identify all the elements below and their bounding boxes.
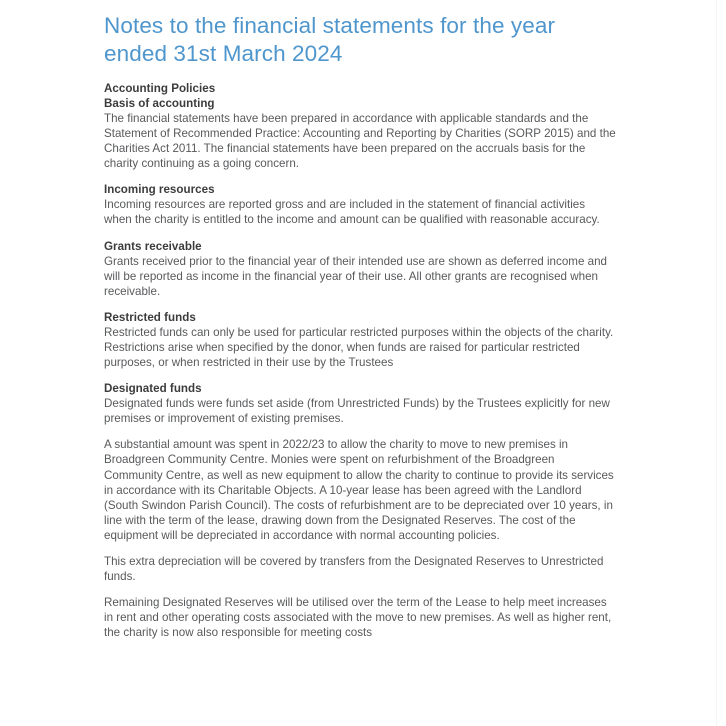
heading-basis-of-accounting: Basis of accounting bbox=[104, 97, 215, 110]
heading-incoming-resources: Incoming resources bbox=[104, 183, 215, 197]
text-designated-funds-paragraph-3: This extra depreciation will be covered by transfers from the Designated Reserves to Unrestricted funds. bbox=[104, 554, 604, 584]
section-grants-receivable bbox=[104, 239, 616, 299]
heading-grants-receivable: Grants receivable bbox=[104, 239, 202, 253]
document-content bbox=[104, 12, 616, 640]
section-designated-funds bbox=[104, 381, 616, 640]
heading-restricted-funds: Restricted funds bbox=[104, 310, 196, 324]
text-incoming-resources: Incoming resources are reported gross and are included in the statement of financial activities when the charity is entitled to the income and amount can be qualified with reasonable accuracy. bbox=[104, 198, 600, 227]
text-designated-funds-paragraph-4: Remaining Designated Reserves will be utilised over the term of the Lease to help meet increases in rent and other operating costs associated with the move to new premises. As well as higher rent, the charity is now also responsible for meeting costs bbox=[104, 596, 612, 640]
text-grants-receivable: Grants received prior to the financial year of their intended use are shown as deferred income and will be reported as income in the financial year of their use. All other grants are recognised when receivable. bbox=[104, 254, 608, 298]
section-incoming-resources bbox=[104, 182, 616, 227]
section-basis-of-accounting bbox=[104, 96, 616, 171]
text-basis-of-accounting: The financial statements have been prepared in accordance with applicable standards and the Statement of Recommended Practice: Accounting and Reporting by Charities (SORP 2015) and the Charities Act 2011. The financial statements have been prepared on the accruals basis for the charity continuing as a going concern. bbox=[104, 112, 616, 171]
text-designated-funds-intro: Designated funds were funds set aside (from Unrestricted Funds) by the Trustees explicitly for new premises or improvement of existing premises. bbox=[104, 397, 610, 426]
text-restricted-funds: Restricted funds can only be used for particular restricted purposes within the objects of the charity. Restrictions arise when specified by the donor, when funds are raised for particular restricted purposes, or when restricted in their use by the Trustees bbox=[104, 325, 614, 370]
page-title: Notes to the financial statements for the year ended 31st March 2024 bbox=[104, 13, 556, 66]
heading-accounting-policies: Accounting Policies bbox=[104, 82, 216, 95]
text-designated-funds-paragraph-2: A substantial amount was spent in 2022/23 to allow the charity to move to new premises in Broadgreen Community Centre. Monies were spent on refurbishment of the Broadgreen Community Centre, as well as new equipment to allow the charity to continue to provide its services in accordance with its Charitable Objects. A 10-year lease has been agreed with the Landlord (South Swindon Parish Council). The costs of refurbishment are to be depreciated over 10 years, in line with the term of the lease, drawing down from the Designated Reserves. The cost of the equipment will be depreciated in accordance with normal accounting policies. bbox=[104, 438, 614, 542]
section-accounting-policies bbox=[104, 81, 616, 96]
section-restricted-funds bbox=[104, 310, 616, 370]
page-edge bbox=[716, 0, 717, 726]
heading-designated-funds: Designated funds bbox=[104, 382, 202, 396]
